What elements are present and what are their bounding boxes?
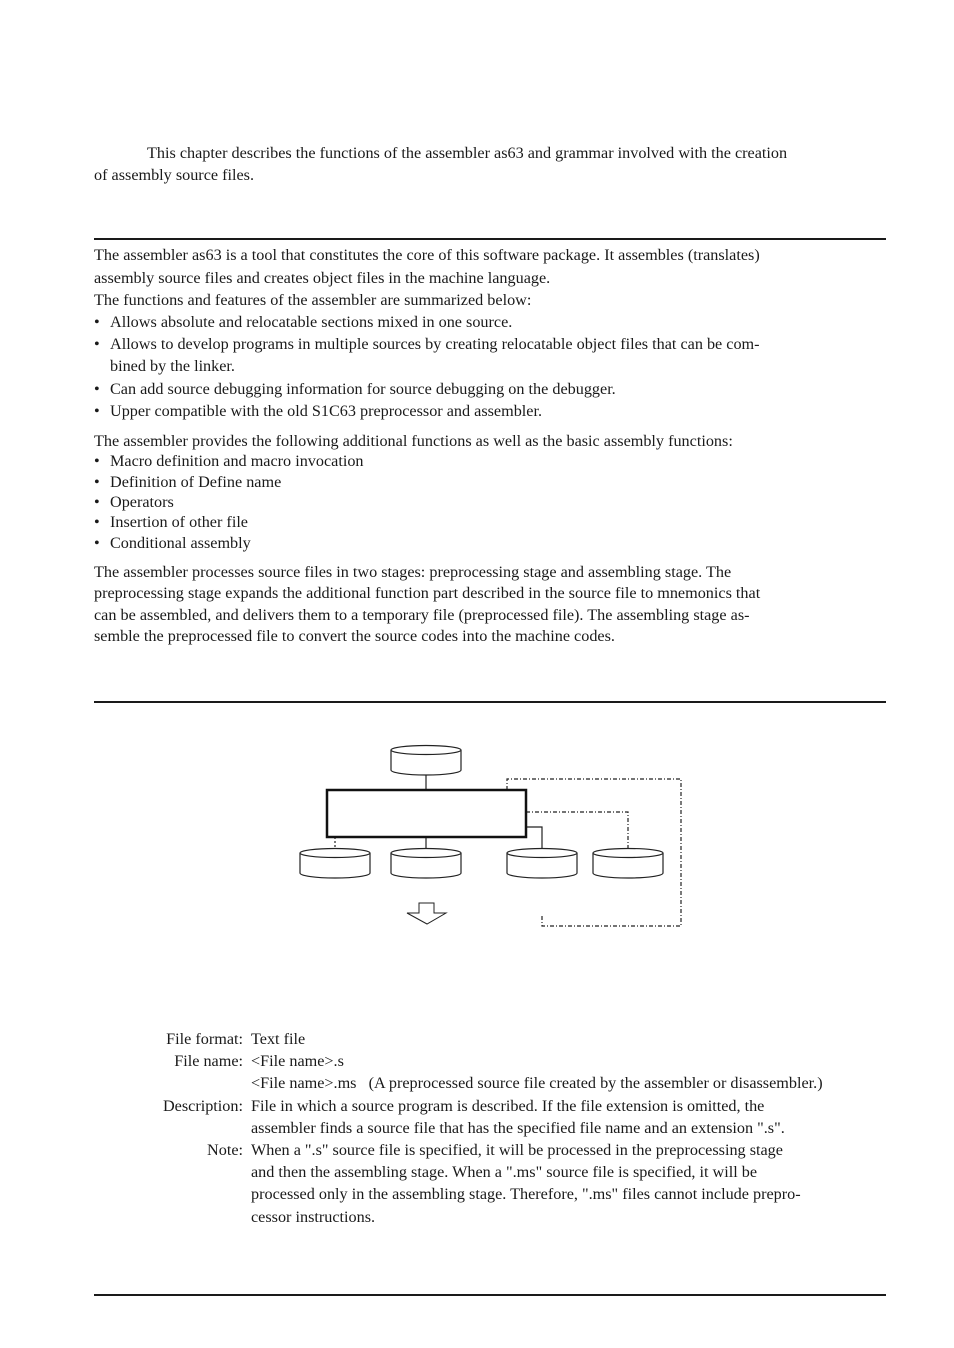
additional-function-item: • Insertion of other file (110, 511, 248, 533)
spec-value: When a ".s" source file is specified, it will be processed in the preprocessing stage (251, 1141, 783, 1159)
intro-line: of assembly source files. (94, 166, 255, 184)
additional-intro: The assembler provides the following additional functions as well as the basic assembly functions: (94, 432, 733, 450)
footer-divider (94, 1294, 886, 1296)
summary-intro: The functions and features of the assembler are summarized below: (94, 291, 532, 309)
body-line: assembly source files and creates object files in the machine language. (94, 269, 551, 287)
intro-line: This chapter describes the functions of the assembler as63 and grammar involved with the creation (147, 144, 788, 162)
spec-value: processed only in the assembling stage. Therefore, ".ms" files cannot include prepro- (251, 1185, 801, 1203)
additional-function-item: • Macro definition and macro invocation (110, 450, 364, 472)
body-line: The assembler as63 is a tool that constitutes the core of this software package. It assembles (translates) (94, 246, 760, 264)
body-line: preprocessing stage expands the additional function part described in the source file to mnemonics that (94, 584, 761, 602)
output-file-cylinder (300, 849, 370, 879)
output-file-cylinder (593, 849, 663, 879)
feature-item-continuation: bined by the linker. (110, 357, 235, 375)
feature-item: • Allows to develop programs in multiple sources by creating relocatable object files that can be com- (110, 333, 760, 355)
spec-value: Text file (251, 1030, 306, 1048)
spec-label: File format: (166, 1030, 243, 1048)
feature-item: • Upper compatible with the old S1C63 preprocessor and assembler. (110, 400, 542, 422)
connector-assembler-output-4 (526, 812, 628, 850)
additional-function-item: • Operators (110, 491, 174, 513)
additional-function-item: • Definition of Define name (110, 471, 281, 493)
spec-label: Note: (207, 1141, 243, 1159)
body-line: The assembler processes source files in two stages: preprocessing stage and assembling stage. The (94, 563, 732, 581)
spec-value: <File name>.ms (A preprocessed source file created by the assembler or disassembler.) (251, 1074, 823, 1092)
input-file-cylinder (391, 746, 461, 776)
down-arrow-icon (407, 903, 446, 924)
spec-label: Description: (162, 1097, 243, 1115)
body-line: can be assembled, and delivers them to a temporary file (preprocessed file). The assembling stage as- (94, 606, 750, 624)
output-file-cylinder (391, 849, 461, 879)
spec-value: assembler finds a source file that has the specified file name and an extension ".s". (251, 1119, 785, 1137)
output-file-cylinder (507, 849, 577, 879)
feature-item: • Allows absolute and relocatable sections mixed in one source. (110, 311, 512, 333)
assembler-block (327, 790, 526, 837)
spec-label: File name: (174, 1052, 243, 1070)
spec-value: cessor instructions. (251, 1208, 376, 1226)
spec-value: and then the assembling stage. When a ".ms" source file is specified, it will be (251, 1163, 758, 1181)
feature-item: • Can add source debugging information for source debugging on the debugger. (110, 378, 616, 400)
additional-function-item: • Conditional assembly (110, 532, 251, 554)
connector-assembler-output-3 (526, 827, 542, 850)
spec-value: <File name>.s (251, 1052, 344, 1070)
body-line: semble the preprocessed file to convert the source codes into the machine codes. (94, 627, 615, 645)
spec-value: File in which a source program is described. If the file extension is omitted, the (251, 1097, 765, 1115)
